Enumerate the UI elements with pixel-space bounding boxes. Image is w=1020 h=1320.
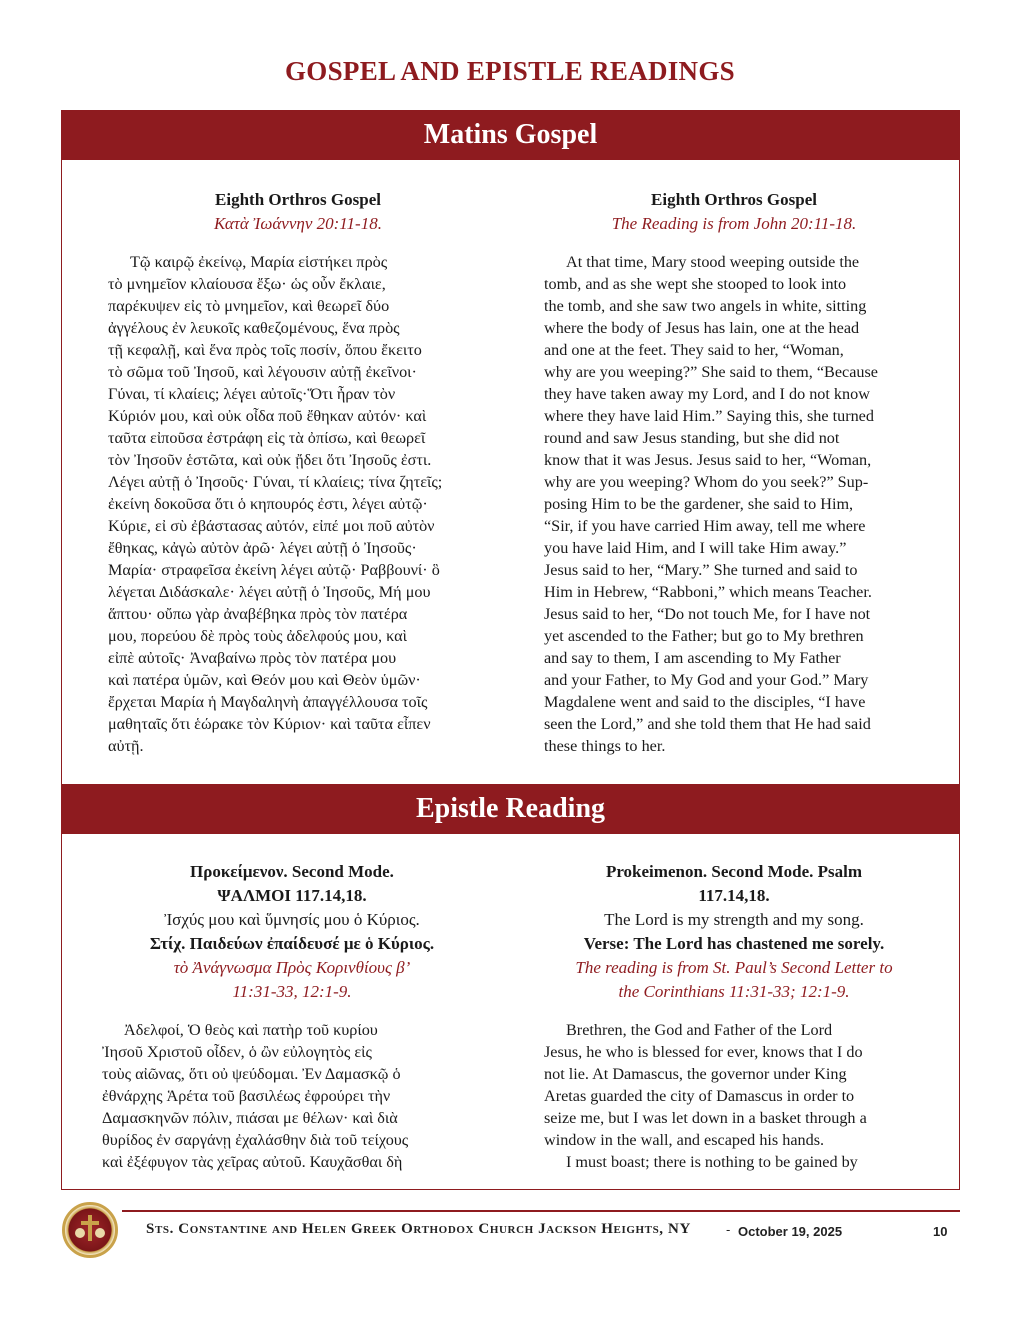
matins-greek-column — [108, 188, 488, 757]
matins-english-heading: Eighth Orthros Gospel — [651, 190, 817, 209]
matins-greek-heading: Eighth Orthros Gospel — [215, 190, 381, 209]
footer-date: October 19, 2025 — [738, 1224, 843, 1239]
epistle-english-text: Brethren, the God and Father of the Lord Jesus, he who is blessed for ever, knows that I do not lie. At Damascus, the governor under King Aretas guarded the city of Damascus in order to seize me, but I was let down in a basket through a window in the wall, and escaped his hands. — [544, 1021, 867, 1149]
epistle-english-prokeimenon: The Lord is my strength and my song. — [604, 910, 864, 929]
epistle-greek-reference: τὸ Ἀνάγνωσμα Πρὸς Κορινθίους β’ — [173, 958, 411, 977]
epistle-english-verse: Verse: The Lord has chastened me sorely. — [583, 934, 885, 953]
epistle-greek-reference-chapters: 11:31-33, 12:1-9. — [232, 982, 352, 1001]
epistle-greek-heading: Προκείμενον. Second Mode. — [190, 862, 394, 881]
epistle-greek-text: Ἀδελφοί, Ὁ θεὸς καὶ πατὴρ τοῦ κυρίου Ἰησοῦ Χριστοῦ οἶδεν, ὁ ὢν εὐλογητὸς εἰς τοὺς αἰῶνας, ὅτι οὐ ψεύδομαι. Ἐν Δαμασκῷ ὁ ἐθνάρχης Ἁρέτα τοῦ βασιλέως ἐφρούρει τὴν Δαμασκηνῶν πόλιν, πιάσαι με θέλων· καὶ διὰ θυρίδος ἐν σαργάνῃ ἐχαλάσθην διὰ τοῦ τείχους καὶ ἐξέφυγον τὰς χεῖρας αὐτοῦ. Καυχᾶσθαι δὴ — [102, 1021, 409, 1171]
page-title: GOSPEL AND EPISTLE READINGS — [285, 56, 735, 86]
epistle-greek-psalm: ΨΑΛΜΟΙ 117.14,18. — [217, 886, 367, 905]
epistle-greek-verse: Στίχ. Παιδεύων ἐπαίδευσέ με ὁ Κύριος. — [149, 934, 435, 953]
epistle-english-heading: Prokeimenon. Second Mode. Psalm — [605, 862, 863, 881]
footer-separator: - — [726, 1222, 731, 1237]
matins-greek-text: Τῷ καιρῷ ἐκείνῳ, Μαρία εἱστήκει πρὸς τὸ μνημεῖον κλαίουσα ἔξω· ὡς οὖν ἔκλαιε, παρέκυψεν εἰς τὸ μνημεῖον, καὶ θεωρεῖ δύο ἀγγέλους ἐν λευκοῖς καθεζομένους, ἕνα πρὸς τῇ κεφαλῇ, καὶ ἕνα πρὸς τοῖς ποσίν, ὅπου ἔκειτο τὸ σῶμα τοῦ Ἰησοῦ, καὶ λέγουσιν αὐτῇ ἐκεῖνοι· Γύναι, τί κλαίεις; λέγει αὐτοῖς·Ὅτι ἦραν τὸν Κύριόν μου, καὶ οὐκ οἶδα ποῦ ἔθηκαν αὐτόν· καὶ ταῦτα εἰποῦσα ἐστράφη εἰς τὰ ὀπίσω, καὶ θεωρεῖ τὸν Ἰησοῦν ἑστῶτα, καὶ οὐκ ᾔδει ὅτι Ἰησοῦς ἐστι. Λέγει αὐτῇ ὁ Ἰησοῦς· Γύναι, τί κλαίεις; τίνα ζητεῖς; ἐκείνη δοκοῦσα ὅτι ὁ κηπουρός ἐστι, λέγει αὐτῷ· Κύριε, εἰ σὺ ἐβάστασας αὐτόν, εἰπέ μοι ποῦ αὐτὸν ἔθηκας, κἀγὼ αὐτὸν ἀρῶ· λέγει αὐτῇ ὁ Ἰησοῦς· Μαρία· στραφεῖσα ἐκείνη λέγει αὐτῷ· Ραββουνί· ὃ λέγεται Διδάσκαλε· λέγει αὐτῇ ὁ Ἰησοῦς, Μή μου ἅπτου· οὔπω γὰρ ἀναβέβηκα πρὸς τὸν πατέρα μου, πορεύου δὲ πρὸς τοὺς ἀδελφούς μου, καὶ εἰπὲ αὐτοῖς· Ἀναβαίνω πρὸς τὸν πατέρα μου καὶ πατέρα ὑμῶν, καὶ Θεόν μου καὶ Θεὸν ὑμῶν· ἔρχεται Μαρία ἡ Μαγδαληνὴ ἀπαγγέλλουσα τοῖς μαθηταῖς ὅτι ἑώρακε τὸν Κύριον· καὶ ταῦτα εἶπεν αὐτῇ. — [108, 253, 443, 755]
matins-greek-reference: Κατὰ Ἰωάννην 20:11-18. — [214, 214, 382, 233]
page-number: 10 — [933, 1224, 948, 1239]
epistle-greek-prokeimenon: Ἰσχύς μου καὶ ὕμνησίς μου ὁ Κύριος. — [164, 910, 420, 929]
footer-rule — [122, 1210, 960, 1212]
epistle-english-text-continued: I must boast; there is nothing to be gained by — [566, 1153, 858, 1171]
epistle-english-reference-chapters: the Corinthians 11:31-33; 12:1-9. — [618, 982, 850, 1001]
epistle-reading-band: Epistle Reading — [61, 784, 960, 834]
epistle-english-psalm: 117.14,18. — [698, 886, 770, 905]
saints-cross-icon — [65, 1205, 115, 1255]
matins-english-column — [544, 188, 924, 757]
matins-english-reference: The Reading is from John 20:11-18. — [611, 214, 857, 233]
epistle-greek-column — [102, 860, 482, 1173]
matins-english-text: At that time, Mary stood weeping outside the tomb, and as she wept she stooped to look into the tomb, and she saw two angels in white, sitting where the body of Jesus has lain, one at the head and one at the feet. They said to her, “Woman, why are you weeping?” She said to them, “Because they have taken away my Lord, and I do not know where they have laid Him.” Saying this, she turned round and saw Jesus standing, but she did not know that it was Jesus. Jesus said to her, “Woman, why are you weeping? Whom do you seek?” Sup- posing Him to be the gardener, she said to Him, “Sir, if you have carried Him away, tell me where you have laid Him, and I will take Him away.” Jesus said to her, “Mary.” She turned and said to Him in Hebrew, “Rabboni,” which means Teacher. Jesus said to her, “Do not touch Me, for I have not yet ascended to the Father; but go to My brethren and say to them, I am ascending to My Father and your Father, to My God and your God.” Mary Magdalene went and said to the disciples, “I have seen the Lord,” and she told them that He had said these things to her. — [544, 253, 878, 755]
church-seal-icon — [62, 1202, 118, 1258]
epistle-english-column — [544, 860, 924, 1173]
matins-gospel-band: Matins Gospel — [61, 110, 960, 160]
footer-church-name: Sts. Constantine and Helen Greek Orthodox Church Jackson Heights, NY — [146, 1221, 691, 1237]
epistle-english-reference: The reading is from St. Paul’s Second Letter to — [575, 958, 893, 977]
